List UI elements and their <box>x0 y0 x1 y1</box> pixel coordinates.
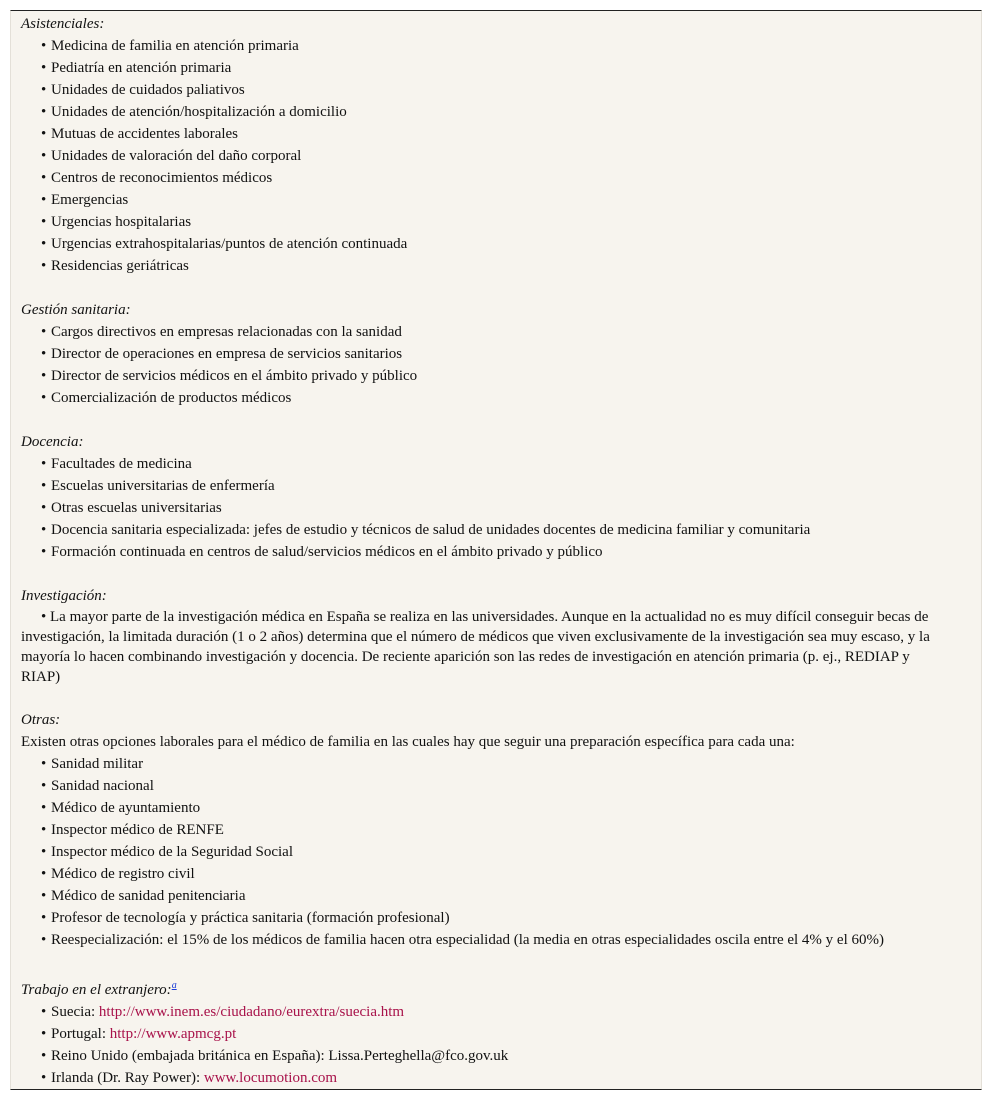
bullet-glyph: • <box>41 544 47 560</box>
list-item <box>21 929 951 951</box>
list-item-text: Sanidad nacional <box>51 778 154 794</box>
bullet-glyph: • <box>41 478 47 494</box>
bullet-glyph: • <box>41 170 47 186</box>
list-item <box>21 233 951 255</box>
external-link[interactable]: http://www.inem.es/ciudadano/eurextra/suecia.htm <box>98 1004 405 1020</box>
list-item <box>21 365 951 387</box>
list-item-text: Unidades de cuidados paliativos <box>51 82 245 98</box>
list-item <box>21 753 951 775</box>
section-gestion <box>21 299 951 409</box>
list-item <box>21 453 951 475</box>
bullet-glyph: • <box>41 60 47 76</box>
list-item-text: Inspector médico de la Seguridad Social <box>51 844 294 860</box>
list-item <box>21 863 951 885</box>
list-item <box>21 1045 951 1067</box>
list-item-text: Unidades de atención/hospitalización a domicilio <box>51 104 347 120</box>
section-title: Docencia: <box>21 434 84 450</box>
footnote-link[interactable]: a <box>171 980 177 991</box>
bullet-glyph: • <box>41 346 47 362</box>
list-item-label: Reino Unido (embajada británica en España): Lissa.Perteghella@fco.gov.uk <box>51 1048 509 1064</box>
list-item <box>21 541 951 563</box>
list-item-text: Médico de sanidad penitenciaria <box>51 888 246 904</box>
bullet-glyph: • <box>41 456 47 472</box>
list-item-text: Formación continuada en centros de salud/servicios médicos en el ámbito privado y público <box>51 544 603 560</box>
section-asistenciales <box>21 13 951 277</box>
list-item-text: Otras escuelas universitarias <box>51 500 222 516</box>
section-investigacion <box>21 585 951 687</box>
list-item <box>21 907 951 929</box>
list-item <box>21 885 951 907</box>
list-item-text: Cargos directivos en empresas relacionadas con la sanidad <box>51 324 402 340</box>
investigacion-paragraph <box>21 607 951 687</box>
list-item <box>21 497 951 519</box>
list-item <box>21 475 951 497</box>
list-item <box>21 123 951 145</box>
list-item-text: Urgencias hospitalarias <box>51 214 192 230</box>
list-asistenciales <box>21 35 951 277</box>
bullet-glyph: • <box>41 390 47 406</box>
list-item-text: Escuelas universitarias de enfermería <box>51 478 275 494</box>
bullet-glyph: • <box>41 214 47 230</box>
list-item <box>21 321 951 343</box>
bullet-glyph: • <box>41 844 47 860</box>
list-item <box>21 343 951 365</box>
list-item-label: Suecia: <box>51 1004 99 1020</box>
list-item-text: Centros de reconocimientos médicos <box>51 170 273 186</box>
section-otras <box>21 709 951 951</box>
bullet-glyph: • <box>41 1070 47 1086</box>
list-item-text: Facultades de medicina <box>51 456 192 472</box>
bullet-glyph: • <box>41 609 47 625</box>
section-title: Investigación: <box>21 588 107 604</box>
list-item-text: Sanidad militar <box>51 756 144 772</box>
external-link[interactable]: http://www.apmcg.pt <box>109 1026 237 1042</box>
list-item <box>21 167 951 189</box>
bullet-glyph: • <box>41 38 47 54</box>
list-item-text: Inspector médico de RENFE <box>51 822 224 838</box>
list-item <box>21 57 951 79</box>
list-otras <box>21 753 951 951</box>
bullet-glyph: • <box>41 822 47 838</box>
list-item-text: Profesor de tecnología y práctica sanitaria (formación profesional) <box>51 910 450 926</box>
list-item-label: Irlanda (Dr. Ray Power): <box>51 1070 204 1086</box>
section-title: Otras: <box>21 712 61 728</box>
list-item-text: Director de operaciones en empresa de servicios sanitarios <box>51 346 403 362</box>
bullet-glyph: • <box>41 82 47 98</box>
list-item <box>21 387 951 409</box>
table-box <box>10 10 982 1090</box>
bullet-glyph: • <box>41 888 47 904</box>
bullet-glyph: • <box>41 522 47 538</box>
list-item <box>21 1067 951 1089</box>
bullet-glyph: • <box>41 104 47 120</box>
bullet-glyph: • <box>41 148 47 164</box>
bullet-glyph: • <box>41 126 47 142</box>
list-item-text: Unidades de valoración del daño corporal <box>51 148 302 164</box>
list-item <box>21 101 951 123</box>
list-item-text: Medicina de familia en atención primaria <box>51 38 299 54</box>
list-item-text <box>41 1070 337 1086</box>
list-item <box>21 819 951 841</box>
bullet-glyph: • <box>41 324 47 340</box>
bullet-glyph: • <box>41 1004 47 1020</box>
section-title-text: Trabajo en el extranjero: <box>21 982 172 998</box>
list-item-text: Director de servicios médicos en el ámbito privado y público <box>51 368 418 384</box>
list-item-text: Docencia sanitaria especializada: jefes de estudio y técnicos de salud de unidades docentes de medicina familiar y comunitaria <box>51 522 811 538</box>
list-item-label: Portugal: <box>51 1026 110 1042</box>
section-extranjero <box>21 973 951 1089</box>
external-link[interactable]: www.locumotion.com <box>203 1070 338 1086</box>
bullet-glyph: • <box>41 368 47 384</box>
list-item <box>21 1023 951 1045</box>
bullet-glyph: • <box>41 1048 47 1064</box>
bullet-glyph: • <box>41 932 47 948</box>
list-item-text: Pediatría en atención primaria <box>51 60 232 76</box>
bullet-glyph: • <box>41 236 47 252</box>
list-item <box>21 519 951 541</box>
list-item <box>21 79 951 101</box>
section-title: Asistenciales: <box>21 16 105 32</box>
list-item-text: Médico de ayuntamiento <box>51 800 201 816</box>
list-gestion <box>21 321 951 409</box>
bullet-glyph: • <box>41 778 47 794</box>
list-item-text <box>41 1026 236 1042</box>
otras-intro: Existen otras opciones laborales para el médico de familia en las cuales hay que seguir una preparación específica para cada una: <box>21 734 795 750</box>
section-title <box>21 973 951 1001</box>
list-item-text: Comercialización de productos médicos <box>51 390 292 406</box>
list-item <box>21 841 951 863</box>
list-item <box>21 35 951 57</box>
bullet-glyph: • <box>41 500 47 516</box>
list-item <box>21 211 951 233</box>
bullet-glyph: • <box>41 1026 47 1042</box>
list-item-text: Emergencias <box>51 192 129 208</box>
section-docencia <box>21 431 951 563</box>
list-item-text: Urgencias extrahospitalarias/puntos de atención continuada <box>51 236 408 252</box>
list-item-text: Residencias geriátricas <box>51 258 189 274</box>
list-item <box>21 145 951 167</box>
list-item-text <box>41 1004 404 1020</box>
bullet-glyph: • <box>41 800 47 816</box>
bullet-glyph: • <box>41 910 47 926</box>
table-content <box>21 13 951 1111</box>
section-title: Gestión sanitaria: <box>21 302 131 318</box>
list-item <box>21 1001 951 1023</box>
bullet-glyph: • <box>41 756 47 772</box>
list-item <box>21 775 951 797</box>
list-item <box>21 189 951 211</box>
bullet-glyph: • <box>41 866 47 882</box>
list-extranjero <box>21 1001 951 1089</box>
list-item <box>21 255 951 277</box>
list-item-text: Mutuas de accidentes laborales <box>51 126 239 142</box>
bullet-glyph: • <box>41 258 47 274</box>
list-item-text <box>41 1048 508 1064</box>
list-item-text: Médico de registro civil <box>51 866 195 882</box>
bullet-glyph: • <box>41 192 47 208</box>
list-docencia <box>21 453 951 563</box>
list-item-text: Reespecialización: el 15% de los médicos de familia hacen otra especialidad (la media en otras especialidades oscila entre el 4% y el 60%) <box>51 932 884 948</box>
list-item <box>21 797 951 819</box>
paragraph-text: La mayor parte de la investigación médica en España se realiza en las universidades. Aunque en la actualidad no es muy difícil conseguir becas de investigación, la limitada duración (1 o 2 años) determina que el número de médicos que viven exclusivamente de la investigación sea muy escaso, y la mayoría lo hacen combinando investigación y docencia. De reciente aparición son las redes de investigación en atención primaria (p. ej., REDIAP y RIAP) <box>21 609 930 685</box>
